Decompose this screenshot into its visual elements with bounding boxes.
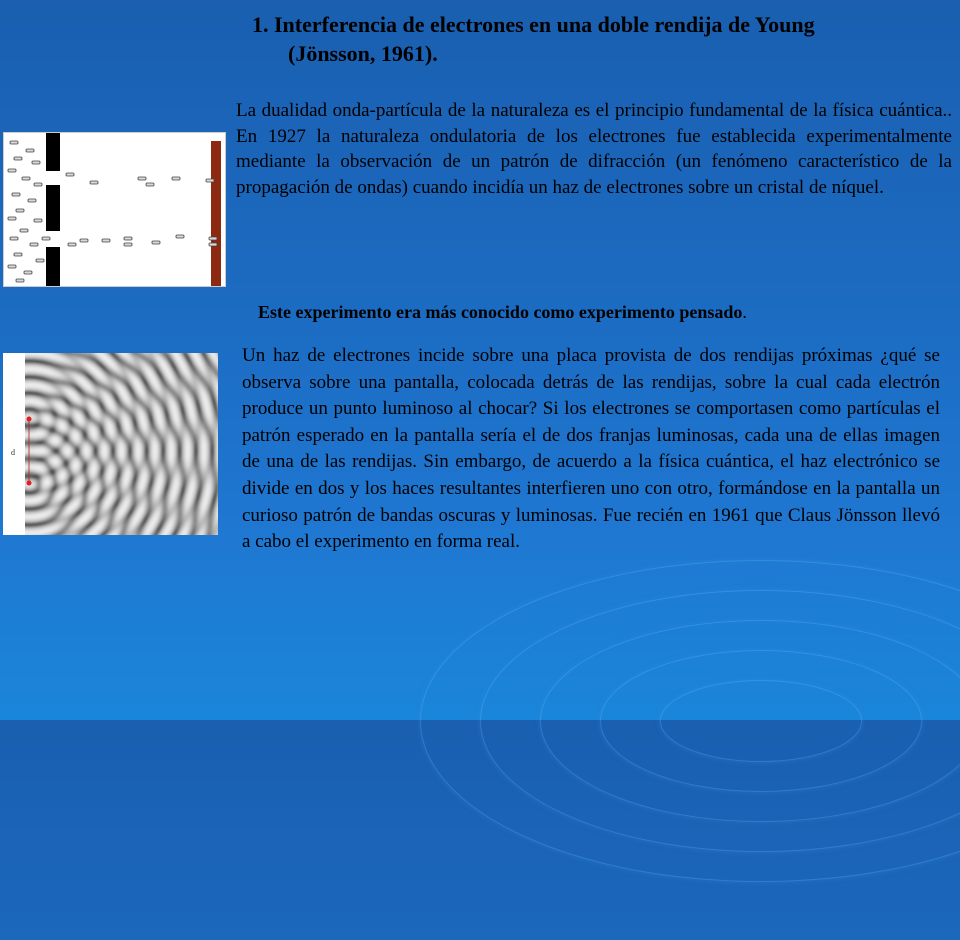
double-slit-particles-diagram-icon [4, 133, 225, 286]
experiment-paragraph: Un haz de electrones incide sobre una placa provista de dos rendijas próximas ¿qué se observa sobre una pantalla, colocada detrás de las rendijas, sobre la cual cada electrón produce un punto luminoso al chocar? Si los electrones se comportasen como partículas el patrón esperado en la pantalla sería el de dos franjas luminosas, cada una de ellas imagen de una de las rendijas. Sin embargo, de acuerdo a la física cuántica, el haz electrónico se divide en dos y los haces resultantes interfieren uno con otro, formándose en la pantalla un curioso patrón de bandas oscuras y luminosas. Fue recién en 1961 que Claus Jönsson llevó a cabo el experimento en forma real. [242, 345, 940, 553]
detection-screen [211, 141, 221, 286]
subheading [258, 300, 958, 324]
slide-title [252, 10, 952, 68]
distance-label: d [11, 448, 15, 457]
subheading-period: . [742, 302, 747, 322]
barrier-segment-middle [46, 185, 60, 231]
barrier-segment-top [46, 133, 60, 171]
intro-paragraph: La dualidad onda-partícula de la naturaleza es el principio fundamental de la física cuántica.. En 1927 la naturaleza ondulatoria de los electrones fue establecida experimentalmente mediante la observación de un patrón de difracción (un fenómeno característico de la propagación de ondas) cuando incidía un haz de electrones sobre un cristal de níquel. [236, 100, 952, 198]
interference-figure [3, 353, 218, 535]
two-source-interference-pattern-icon [3, 353, 218, 535]
barrier-segment-bottom [46, 247, 60, 286]
title-line-1: 1. Interferencia de electrones en una doble rendija de Young [252, 12, 815, 37]
double-slit-figure [3, 132, 226, 287]
subheading-text: Este experimento era más conocido como experimento pensado [258, 302, 743, 322]
source-marker-bottom [27, 481, 32, 486]
source-marker-top [27, 417, 32, 422]
title-line-2: (Jönsson, 1961). [288, 41, 438, 66]
